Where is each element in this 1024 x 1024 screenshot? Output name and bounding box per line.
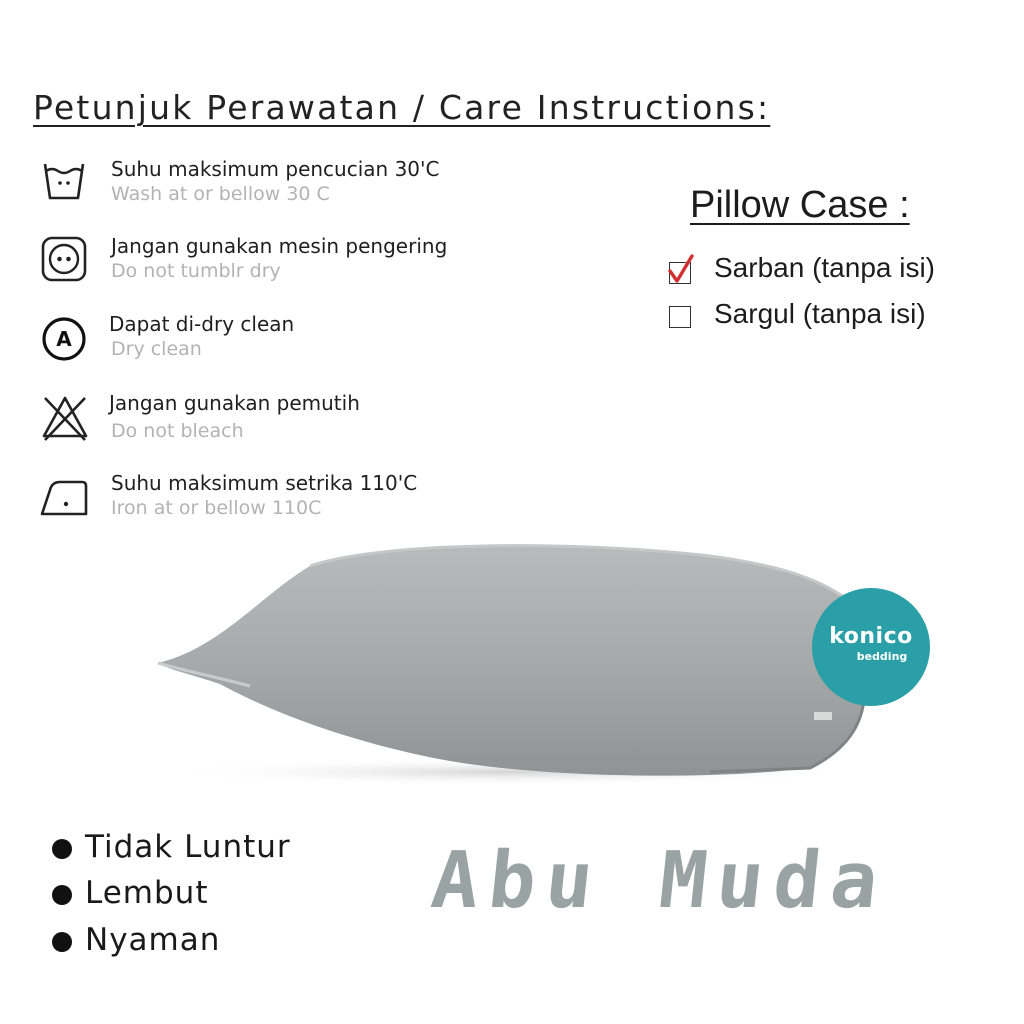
sargul-checkbox[interactable]	[669, 306, 691, 328]
no-bleach-icon	[41, 394, 89, 442]
care-main-text: Suhu maksimum pencucian 30'C	[111, 157, 440, 181]
care-main-text: Jangan gunakan pemutih	[109, 391, 360, 415]
bullet-icon	[52, 932, 72, 952]
svg-text:A: A	[56, 327, 72, 351]
care-main-text: Dapat di-dry clean	[109, 312, 295, 336]
dry-clean-a-icon	[40, 315, 88, 363]
option-sargul-label: Sargul (tanpa isi)	[714, 298, 926, 329]
color-name: Abu Muda	[427, 836, 893, 926]
feature-item: Nyaman	[85, 922, 221, 958]
bullet-icon	[52, 839, 72, 859]
care-sub-text: Do not bleach	[111, 420, 244, 442]
care-sub-text: Do not tumblr dry	[111, 260, 281, 282]
check-mark-icon	[665, 252, 697, 286]
pillow-image	[150, 536, 890, 796]
brand-sub: bedding	[856, 650, 908, 663]
feature-item: Lembut	[85, 875, 209, 911]
page-title: Petunjuk Perawatan / Care Instructions:	[33, 88, 771, 127]
care-sub-text: Wash at or bellow 30 C	[111, 183, 330, 205]
wash-30-icon	[40, 158, 88, 206]
iron-110-icon	[40, 472, 88, 520]
care-main-text: Suhu maksimum setrika 110'C	[111, 471, 418, 495]
konico-bedding-logo	[812, 588, 930, 706]
brand-name: konico	[829, 624, 913, 649]
care-sub-text: Dry clean	[111, 338, 202, 360]
bullet-icon	[52, 885, 72, 905]
option-sarban-label: Sarban (tanpa isi)	[714, 252, 936, 283]
pillow-case-title: Pillow Case :	[690, 184, 910, 226]
no-tumble-dry-icon	[40, 235, 88, 283]
feature-item: Tidak Luntur	[85, 829, 291, 865]
care-sub-text: Iron at or bellow 110C	[111, 497, 322, 519]
care-main-text: Jangan gunakan mesin pengering	[111, 234, 448, 258]
